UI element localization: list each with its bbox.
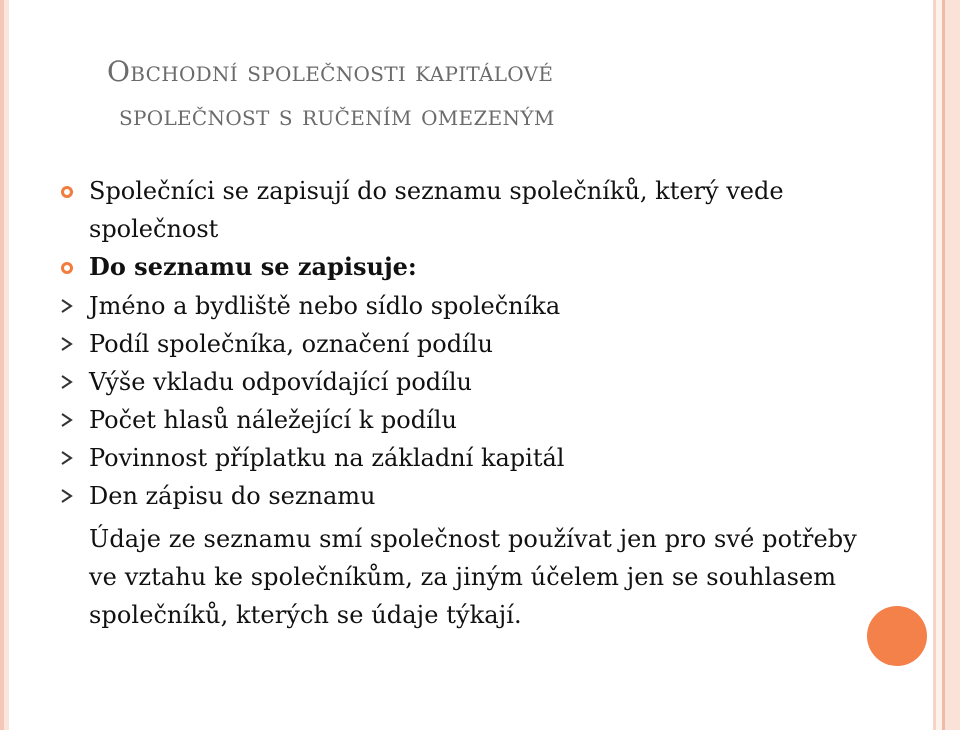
bullet-text: Společníci se zapisují do seznamu společníků, který vede společnost (89, 177, 784, 243)
bullet-item (58, 248, 878, 286)
list-item-text: Podíl společníka, označení podílu (89, 330, 493, 358)
list-item (58, 439, 878, 477)
list-item (58, 363, 878, 401)
bullet-circle-icon (58, 248, 80, 286)
arrow-bullet-icon (58, 401, 80, 439)
list-item-text: Den zápisu do seznamu (89, 482, 376, 510)
bullet-item (58, 172, 878, 248)
arrow-bullet-icon (58, 477, 80, 515)
title-line-1: Obchodní společnosti kapitálové (107, 55, 554, 88)
slide-content (58, 172, 878, 634)
list-item (58, 401, 878, 439)
arrow-bullet-icon (58, 439, 80, 477)
arrow-bullet-icon (58, 325, 80, 363)
right-decorative-stripes (930, 0, 960, 730)
list-item (58, 477, 878, 515)
left-decorative-stripe (0, 0, 9, 730)
list-item-text: Počet hlasů náležející k podílu (89, 406, 457, 434)
bullet-circle-icon (58, 172, 80, 210)
decorative-circle (867, 606, 927, 666)
list-item (58, 287, 878, 325)
title-line-2: společnost s ručením omezeným (119, 99, 555, 132)
arrow-bullet-icon (58, 363, 80, 401)
note-paragraph: Údaje ze seznamu smí společnost používat jen pro své potřeby ve vztahu ke společníkům, za jiným účelem jen se souhlasem společníků, kterých se údaje týkají. (89, 525, 857, 629)
list-item-text: Povinnost příplatku na základní kapitál (89, 444, 565, 472)
bullet-text: Do seznamu se zapisuje: (89, 252, 417, 281)
list-item-text: Jméno a bydliště nebo sídlo společníka (89, 292, 561, 320)
list-item (58, 325, 878, 363)
arrow-bullet-icon (58, 287, 80, 325)
slide-title (107, 50, 555, 138)
list-item-text: Výše vkladu odpovídající podílu (89, 368, 472, 396)
